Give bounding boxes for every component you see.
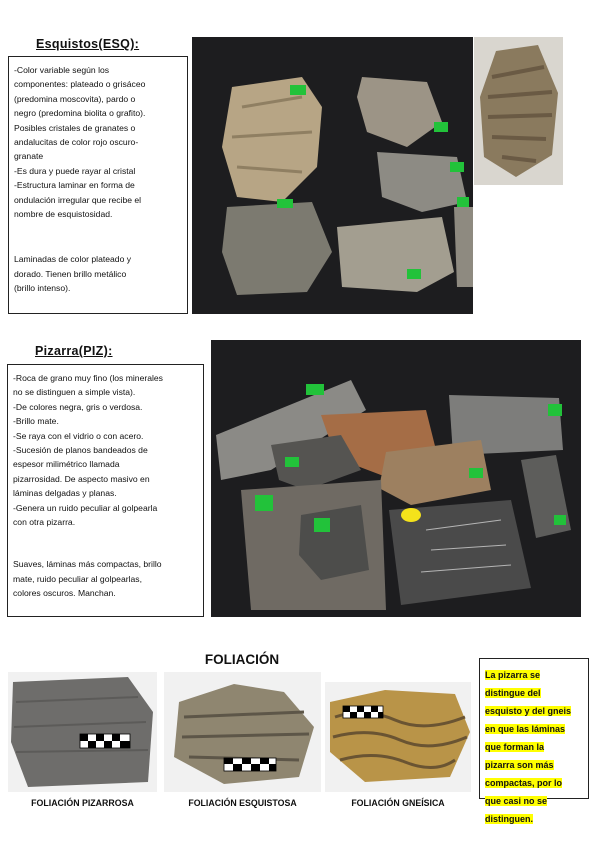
esquistos-summary [14,252,182,295]
pizarra-line: con otra pizarra. [13,517,76,528]
foliacion-pizarrosa-photo [8,672,157,792]
esquistos-summary-line: (brillo intenso). [14,283,71,294]
esquistos-line: -Estructura laminar en forma de [14,180,135,191]
caption-esquistosa: FOLIACIÓN ESQUISTOSA [188,798,297,808]
scale-bar-icon [343,706,383,718]
pizarra-line: espesor milimétrico llamada [13,459,120,470]
note-line: distinguen. [485,814,533,824]
esquistos-line: Posibles cristales de granates o [14,122,136,133]
caption-gneisica: FOLIACIÓN GNEÍSICA [351,798,445,808]
note-line: esquisto y del gneis [485,706,572,716]
esquistos-properties [14,63,182,221]
pizarra-description-box [7,364,204,617]
esquistos-line: -Color variable según los [14,65,110,75]
note-line: distingue del [485,688,541,698]
esquistos-line: andalucitas de color rojo oscuro- [14,137,139,148]
pizarra-summary-line: Suaves, láminas más compactas, brillo [13,559,162,570]
pizarra-line: pizarrosidad. De aspecto masivo en [13,473,150,484]
foliacion-gneisica-photo [325,682,471,792]
foliacion-title: FOLIACIÓN [204,652,280,667]
highlight-note [485,665,583,827]
pizarra-line: -Brillo mate. [13,416,59,427]
esquisto-closeup-photo [474,37,563,185]
esquistos-line: nombre de esquistosidad. [14,209,113,220]
scale-bar-icon [224,758,276,771]
esquistos-line: negro (predomina biolita o grafito). [14,108,146,119]
esquistos-line: componentes: plateado o grisáceo [14,79,146,90]
esquistos-line: -Es dura y puede rayar al cristal [14,165,136,176]
sample-label-icon [290,85,306,95]
note-line: en que las láminas [485,724,566,734]
esquistos-description-box [8,56,188,314]
scale-bar-icon [80,734,130,748]
note-line: pizarra son más [485,760,554,770]
pizarra-summary-line: mate, ruido peculiar al golpearlas, [13,573,142,584]
esquistos-summary-line: Laminadas de color plateado y [14,254,132,265]
pizarra-summary-line: colores oscuros. Manchan. [13,588,116,599]
esquistos-summary-line: dorado. Tienen brillo metálico [14,268,127,279]
pizarra-line: -Roca de grano muy fino (los minerales [13,373,163,383]
pizarra-properties [13,371,198,529]
yellow-label-icon [401,508,421,522]
pizarra-line: -Genera un ruido peculiar al golpearla [13,502,158,513]
esquistos-line: (predomina moscovita), pardo o [14,93,136,104]
highlight-note-box [479,658,589,824]
pizarra-line: -Sucesión de planos bandeados de [13,445,148,456]
note-line: La pizarra se [485,670,541,680]
note-line: que forman la [485,742,545,752]
pizarra-line: no se distinguen a simple vista). [13,387,136,398]
pizarra-line: -De colores negra, gris o verdosa. [13,401,143,412]
esquistos-line: granate [14,151,44,162]
esquistos-line: ondulación irregular que recibe el [14,194,142,205]
pizarra-line: -Se raya con el vidrio o con acero. [13,430,144,441]
esquistos-heading: Esquistos(ESQ): [36,37,140,51]
pizarra-samples-photo [211,340,581,617]
note-line: que casi no se [485,796,548,806]
pizarra-heading: Pizarra(PIZ): [35,344,113,358]
note-line: compactas, por lo [485,778,563,788]
foliacion-esquistosa-photo [164,672,321,792]
caption-pizarrosa: FOLIACIÓN PIZARROSA [31,798,134,808]
pizarra-line: láminas delgadas y planas. [13,488,117,499]
pizarra-summary [13,557,198,600]
esquistos-samples-photo [192,37,473,314]
